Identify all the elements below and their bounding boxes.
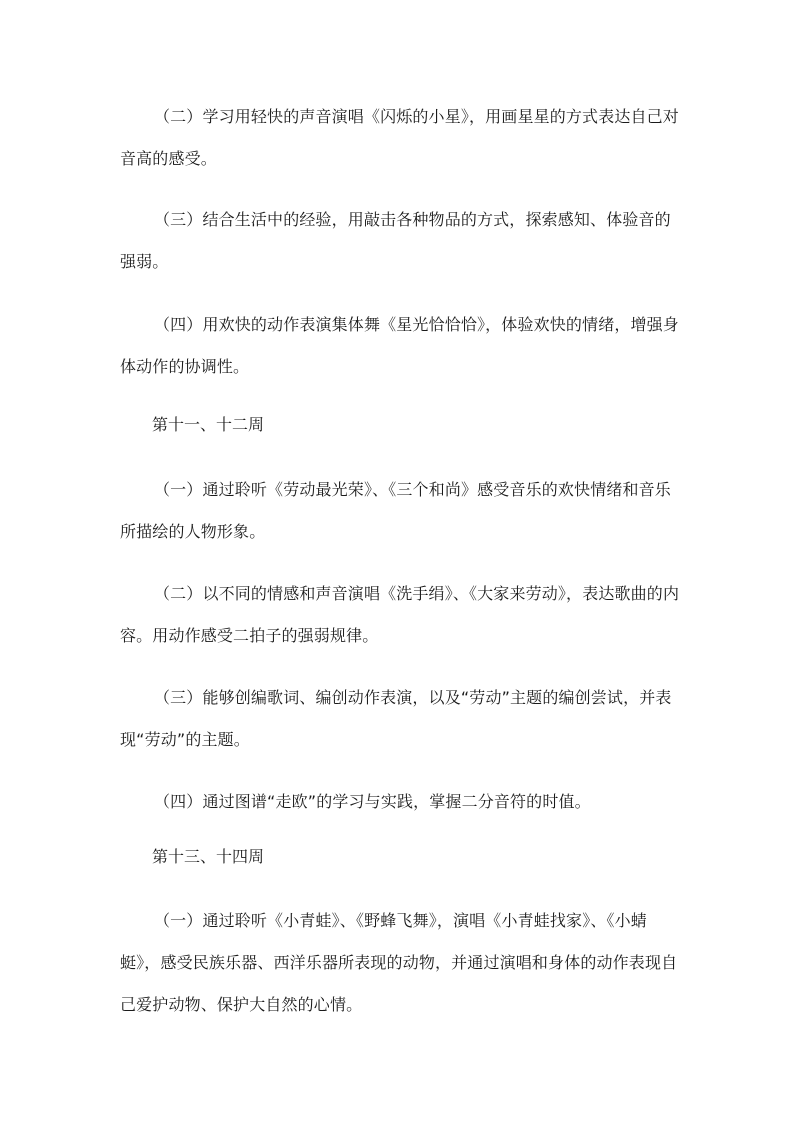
paragraph: （四）用欢快的动作表演集体舞《星光恰恰恰》，体验欢快的情绪，增强身体动作的协调性。 [120,315,679,376]
section-heading: 第十一、十二周 [152,415,265,434]
paragraph: （一）通过聆听《小青蛙》、《野蜂飞舞》，演唱《小青蛙找家》、《小蜻蜓》，感受民族乐器、西洋乐器所表现的动物，并通过演唱和身体的动作表现自己爱护动物、保护大自然的心情。 [120,911,678,1014]
paragraph: （二）学习用轻快的声音演唱《闪烁的小星》，用画星星的方式表达自己对音高的感受。 [120,107,679,168]
paragraph: （三）能够创编歌词、编创动作表演，以及“劳动”主题的编创尝试，并表现“劳动”的主题。 [120,688,672,749]
paragraph: （三）结合生活中的经验，用敲击各种物品的方式，探索感知、体验音的强弱。 [120,210,671,271]
paragraph: （一）通过聆听《劳动最光荣》、《三个和尚》感受音乐的欢快情绪和音乐所描绘的人物形象。 [120,480,671,541]
section-heading: 第十三、十四周 [152,847,265,866]
paragraph: （四）通过图谱“走欧”的学习与实践，掌握二分音符的时值。 [154,792,591,811]
paragraph: （二）以不同的情感和声音演唱《洗手绢》、《大家来劳动》，表达歌曲的内容。用动作感受二拍子的强弱规律。 [120,584,680,645]
